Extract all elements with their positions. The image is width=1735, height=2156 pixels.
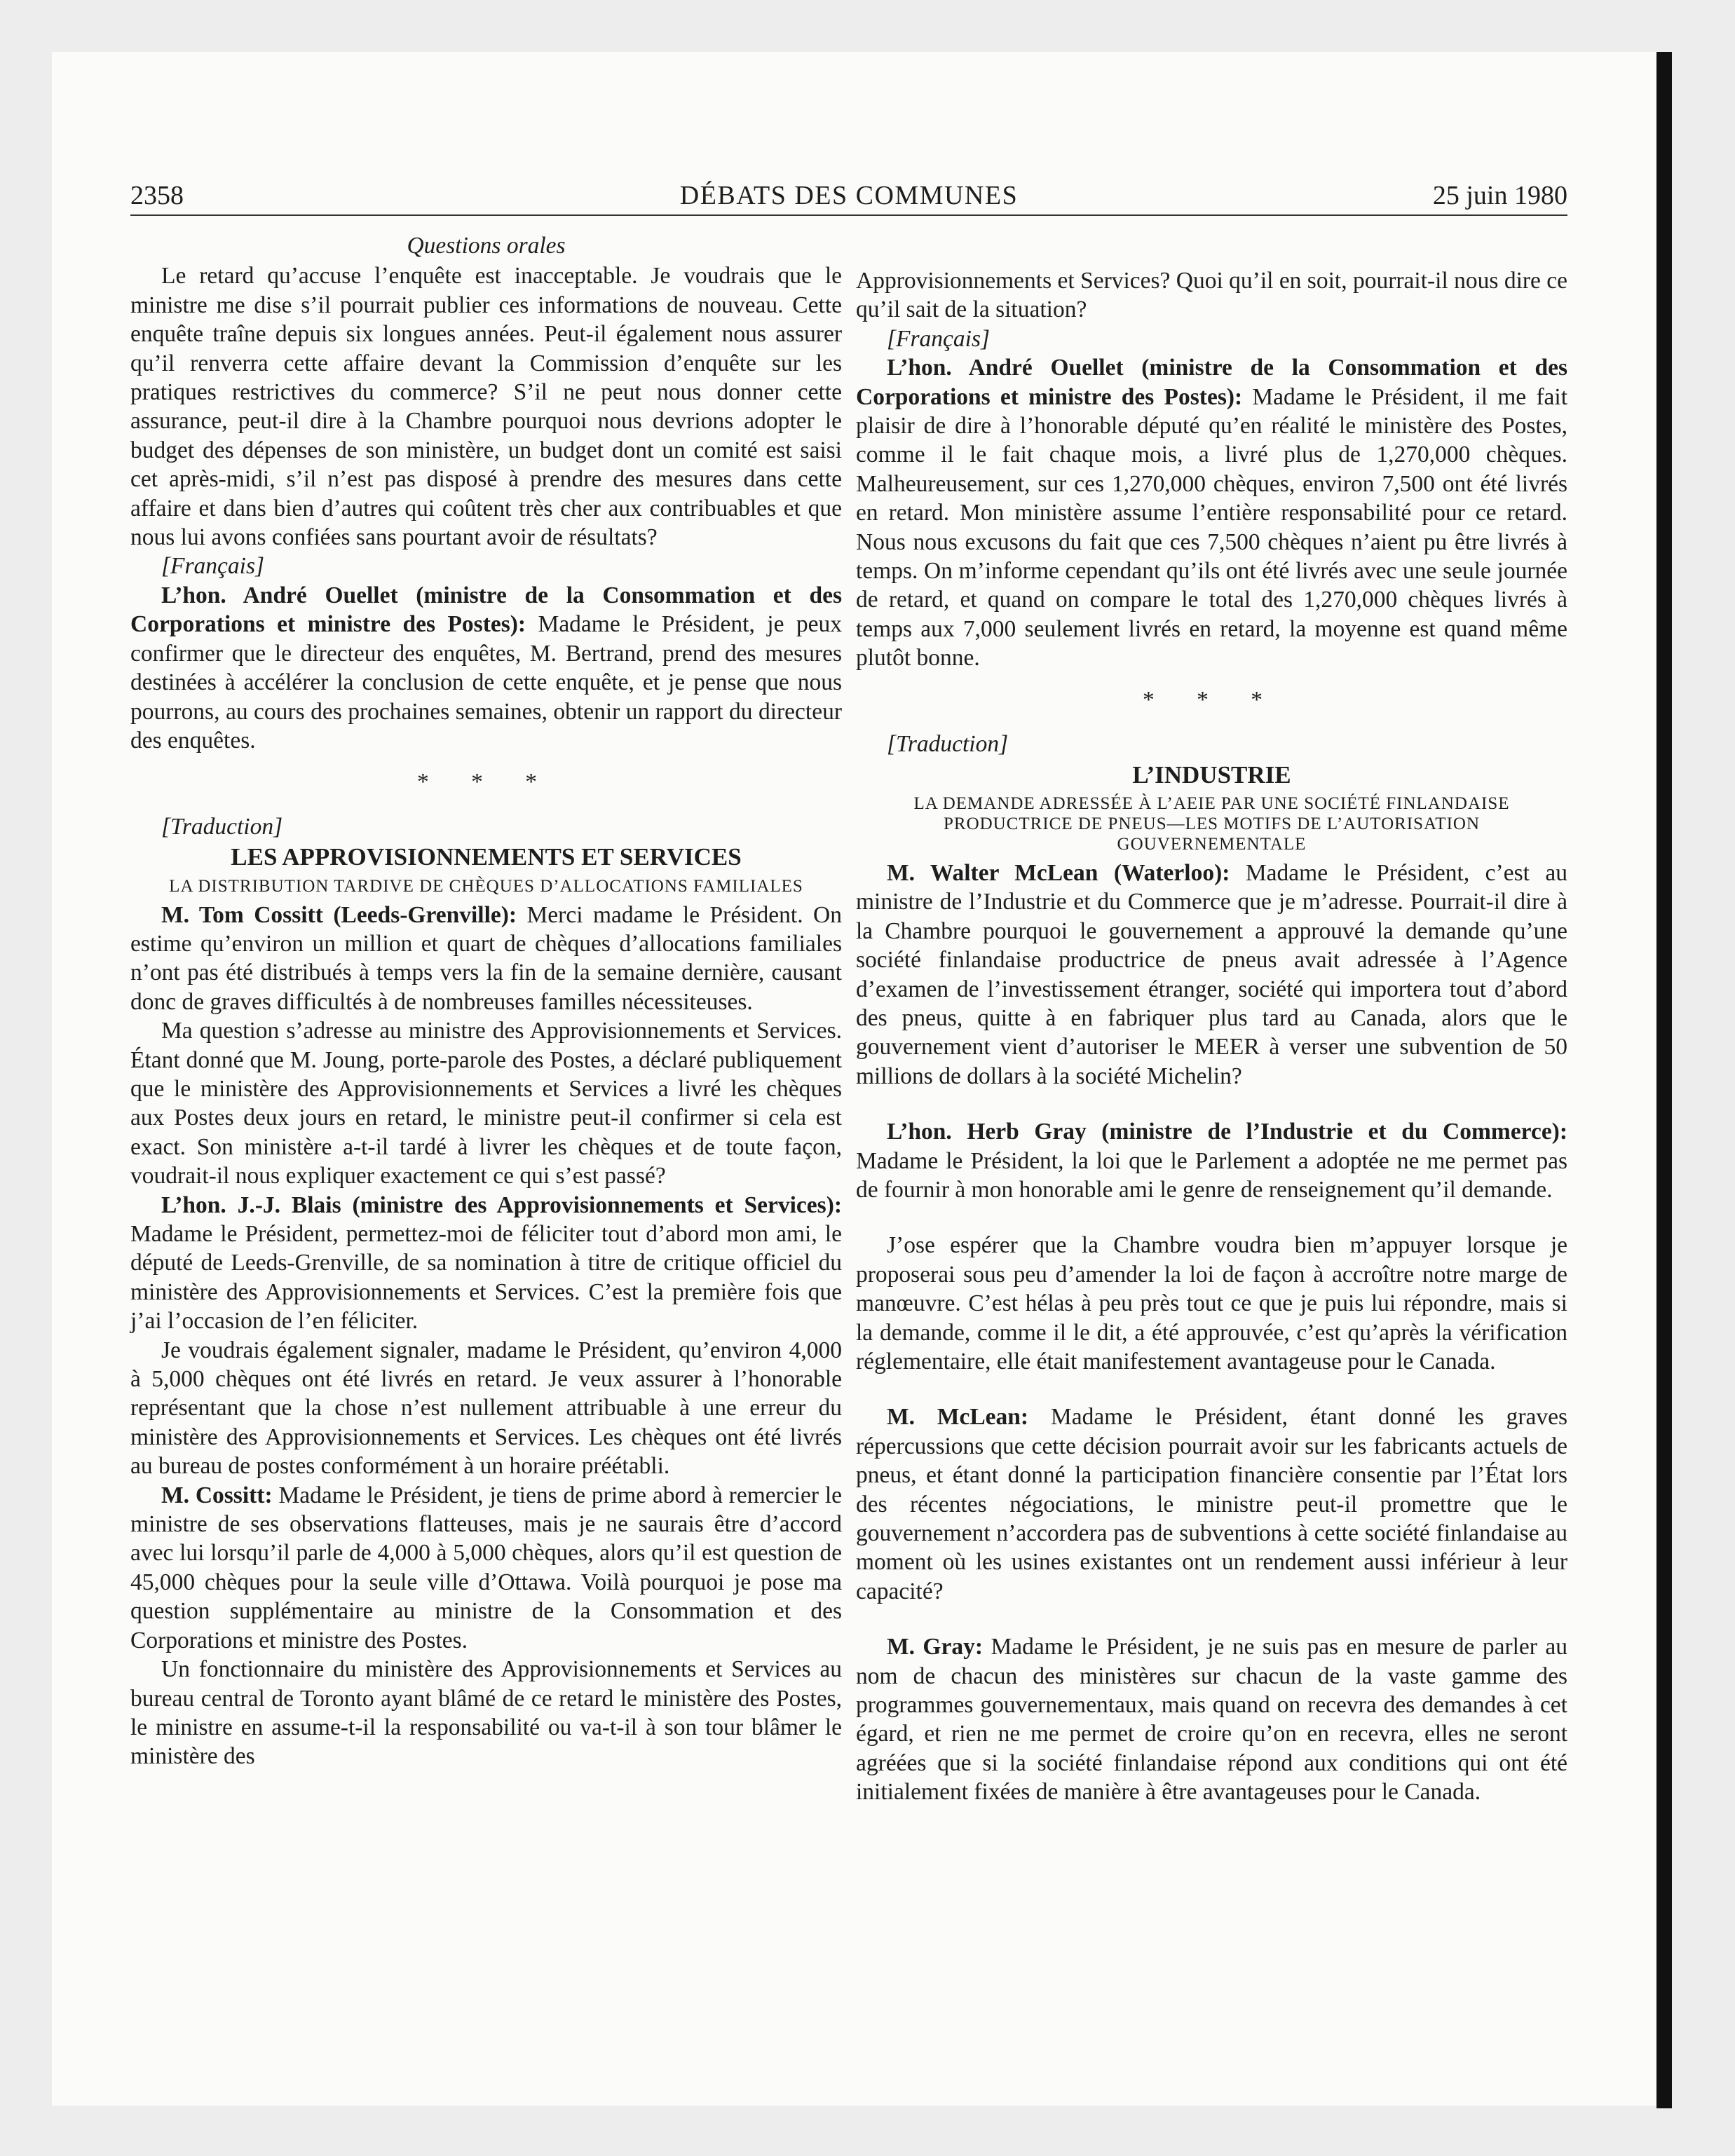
paragraph: J’ose espérer que la Chambre voudra bien m’appuyer lorsque je proposerai sous peu d’amender la loi de façon à accroître notre marge de manœuvre. C’est hélas à peu près tout ce que je puis lui répondre, mais si la demande, comme il le dit, a été approuvée, c’est qu’après la vérification réglementaire, elle était manifestement avantageuse pour le Canada. bbox=[856, 1232, 1567, 1374]
section-separator: * * * bbox=[417, 769, 555, 796]
paragraph: Le retard qu’accuse l’enquête est inacceptable. Je voudrais que le ministre me dise s’il pourrait publier ces informations de nouveau. Cette enquête traîne depuis six longues années. Peut-il également nous assurer qu’il renverra cette affaire devant la Commission d’enquête sur les pratiques restrictives du commerce? S’il ne peut nous donner cette assurance, peut-il dire à la Chambre pourquoi nous devrions adopter le budget des dépenses de son ministère, un budget dont un comité est saisi cet après-midi, s’il n’est pas disposé à prendre des mesures dans cette affaire et dans bien d’autres qui coûtent très cher aux contribuables et que nous lui avons confiées sans pourtant avoir de résultats? bbox=[130, 263, 842, 551]
speech-text: Madame le Président, je ne suis pas en mesure de parler au nom de chacun des ministères sur chacun de la vaste gamme des programmes gouvernementaux, mais quand on recevra des demandes à cet égard, et rien ne me permet de croire qu’on en recevra, elles ne seront agréées que si la société finlandaise répond aux conditions qui ont été initialement fixées de manière à être avantageuses pour le Canada. bbox=[856, 1634, 1567, 1806]
section-subheading: LA DEMANDE ADRESSÉE À L’AEIE PAR UNE SOCIÉTÉ FINLANDAISE PRODUCTRICE DE PNEUS—LES MOTIFS DE L’AUTORISATION GOUVERNEMENTALE bbox=[913, 793, 1510, 854]
speaker-name: M. Tom Cossitt (Leeds-Grenville): bbox=[161, 901, 517, 928]
speech-paragraph bbox=[856, 859, 1567, 1091]
section-heading: L’INDUSTRIE bbox=[1132, 760, 1291, 789]
speaker-name: M. Cossitt: bbox=[161, 1482, 273, 1508]
language-tag: [Français] bbox=[887, 325, 991, 352]
section-subheading: LA DISTRIBUTION TARDIVE DE CHÈQUES D’ALLOCATIONS FAMILIALES bbox=[169, 876, 803, 896]
speech-paragraph bbox=[130, 1481, 842, 1655]
paragraph: Un fonctionnaire du ministère des Approvisionnements et Services au bureau central de Toronto ayant blâmé de ce retard le ministère des Postes, le ministre en assume-t-il la responsabilité ou va-t-il à son tour blâmer le ministère des bbox=[130, 1656, 842, 1770]
speech-text: Merci madame le Président. On estime qu’environ un million et quart de chèques d’allocations familiales n’ont pas été distribués à temps vers la fin de la semaine dernière, causant donc de graves difficultés à de nombreuses familles nécessiteuses. bbox=[130, 901, 842, 1015]
language-tag: [Français] bbox=[161, 553, 265, 580]
speech-text: Madame le Président, étant donné les graves répercussions que cette décision pourrait avoir sur les fabricants actuels de pneus, et étant donné la participation financière consentie par l’État lors des récentes négociations, le ministre peut-il promettre que le gouvernement n’accordera pas de subventions à cette société finlandaise au moment où les usines existantes ont un rendement aussi inférieur à leur capacité? bbox=[856, 1404, 1568, 1604]
speaker-name: L’hon. J.-J. Blais (ministre des Approvisionnements et Services): bbox=[161, 1192, 842, 1218]
page-number: 2358 bbox=[130, 181, 184, 210]
language-tag: [Traduction] bbox=[161, 813, 283, 840]
speaker-name: M. McLean: bbox=[887, 1404, 1029, 1431]
speech-text: Madame le Président, je peux confirmer que le directeur des enquêtes, M. Bertrand, prend des mesures destinées à accélérer la conclusion de cette enquête, et je pense que nous pourrons, au cours des prochaines semaines, obtenir un rapport du directeur des enquêtes. bbox=[130, 611, 842, 753]
speaker-name: L’hon. Herb Gray (ministre de l’Industrie et du Commerce): bbox=[887, 1119, 1567, 1145]
issue-date: 25 juin 1980 bbox=[1432, 181, 1567, 210]
language-tag: [Traduction] bbox=[887, 731, 1009, 758]
speech-paragraph bbox=[856, 1117, 1567, 1204]
speech-paragraph bbox=[856, 353, 1567, 672]
left-column bbox=[130, 231, 842, 1771]
speech-text: Madame le Président, la loi que le Parlement a adoptée ne me permet pas de fournir à mon honorable ami le genre de renseignement qu’il demande. bbox=[856, 1147, 1567, 1203]
speaker-name: M. Gray: bbox=[887, 1634, 984, 1660]
speech-paragraph bbox=[130, 1191, 842, 1336]
speech-paragraph bbox=[130, 901, 842, 1017]
speaker-name: M. Walter McLean (Waterloo): bbox=[887, 859, 1230, 886]
speaker-name: L’hon. André Ouellet (ministre de la Consommation et des Corporations et ministre des Postes): bbox=[130, 582, 842, 638]
section-heading: LES APPROVISIONNEMENTS ET SERVICES bbox=[231, 843, 742, 871]
speech-text: Madame le Président, je tiens de prime abord à remercier le ministre de ses observations flatteuses, mais je ne saurais être d’accord avec lui lorsqu’il parle de 4,000 à 5,000 chèques, alors qu’il est question de 45,000 chèques pour la seule ville d’Ottawa. Voilà pourquoi je pose ma question supplémentaire au ministre de la Consommation et des Corporations et ministre des Postes. bbox=[130, 1482, 842, 1653]
speech-paragraph bbox=[856, 1632, 1567, 1806]
paragraph: Ma question s’adresse au ministre des Approvisionnements et Services. Étant donné que M. Joung, porte-parole des Postes, a déclaré publiquement que le ministère des Approvisionnements et Services a livré les chèques aux Postes deux jours en retard, le ministre peut-il confirmer si cela est exact. Son ministère a-t-il tardé à livrer les chèques et de toute façon, voudrait-il nous expliquer exactement ce qui s’est passé? bbox=[130, 1018, 842, 1189]
speech-paragraph bbox=[856, 1403, 1567, 1606]
speech-text: Madame le Président, permettez-moi de féliciter tout d’abord mon ami, le député de Leeds-Grenville, de sa nomination à titre de critique officiel du ministère des Approvisionnements et Services. C’est la première fois que j’ai l’occasion de l’en féliciter. bbox=[130, 1221, 842, 1335]
speech-text: Madame le Président, c’est au ministre de l’Industrie et du Commerce que je m’adresse. Pourrait-il dire à la Chambre pourquoi le gouvernement a approuvé la demande qu’une société finlandaise productrice de pneus avait adressée à l’Agence d’examen de l’investissement étranger, société qui importera tout d’abord des pneus, quitte à en fabriquer plus tard au Canada, alors que le gouvernement vient d’autoriser le MEER à verser une subvention de 50 millions de dollars à la société Michelin? bbox=[856, 859, 1567, 1089]
scan-edge-bar bbox=[1656, 52, 1672, 2108]
paragraph-continued: Approvisionnements et Services? Quoi qu’il en soit, pourrait-il nous dire ce qu’il sait de la situation? bbox=[856, 268, 1568, 323]
paragraph: Je voudrais également signaler, madame le Président, qu’environ 4,000 à 5,000 chèques ont été livrés en retard. Je veux assurer à l’honorable représentant que la chose n’est nullement attribuable à une erreur du ministère des Approvisionnements et Services. Les chèques ont été livrés au bureau de postes conformément à un horaire préétabli. bbox=[130, 1337, 842, 1480]
right-column bbox=[856, 266, 1567, 1807]
section-label: Questions orales bbox=[407, 233, 566, 259]
speech-paragraph bbox=[130, 581, 842, 755]
section-separator: * * * bbox=[1143, 686, 1281, 713]
running-head bbox=[130, 177, 1567, 216]
speech-text: Madame le Président, il me fait plaisir de dire à l’honorable député qu’en réalité le ministère des Postes, comme il le fait chaque mois, a livré plus de 1,270,000 chèques. Malheureusement, sur ces 1,270,000 chèques, environ 7,500 ont été livrés en retard. Mon ministère assume l’entière responsabilité pour ce retard. Nous nous excusons du fait que ces 7,500 chèques n’aient pu être livrés à temps. On m’informe cependant qu’ils ont été livrés avec une seule journée de retard, et quand on compare le total des 1,270,000 chèques livrés à temps aux 7,000 seulement livrés en retard, la moyenne est quand même plutôt bonne. bbox=[856, 383, 1567, 671]
speaker-name: L’hon. André Ouellet (ministre de la Consommation et des Corporations et ministre des Postes): bbox=[856, 355, 1567, 410]
journal-title: DÉBATS DES COMMUNES bbox=[679, 181, 1019, 210]
